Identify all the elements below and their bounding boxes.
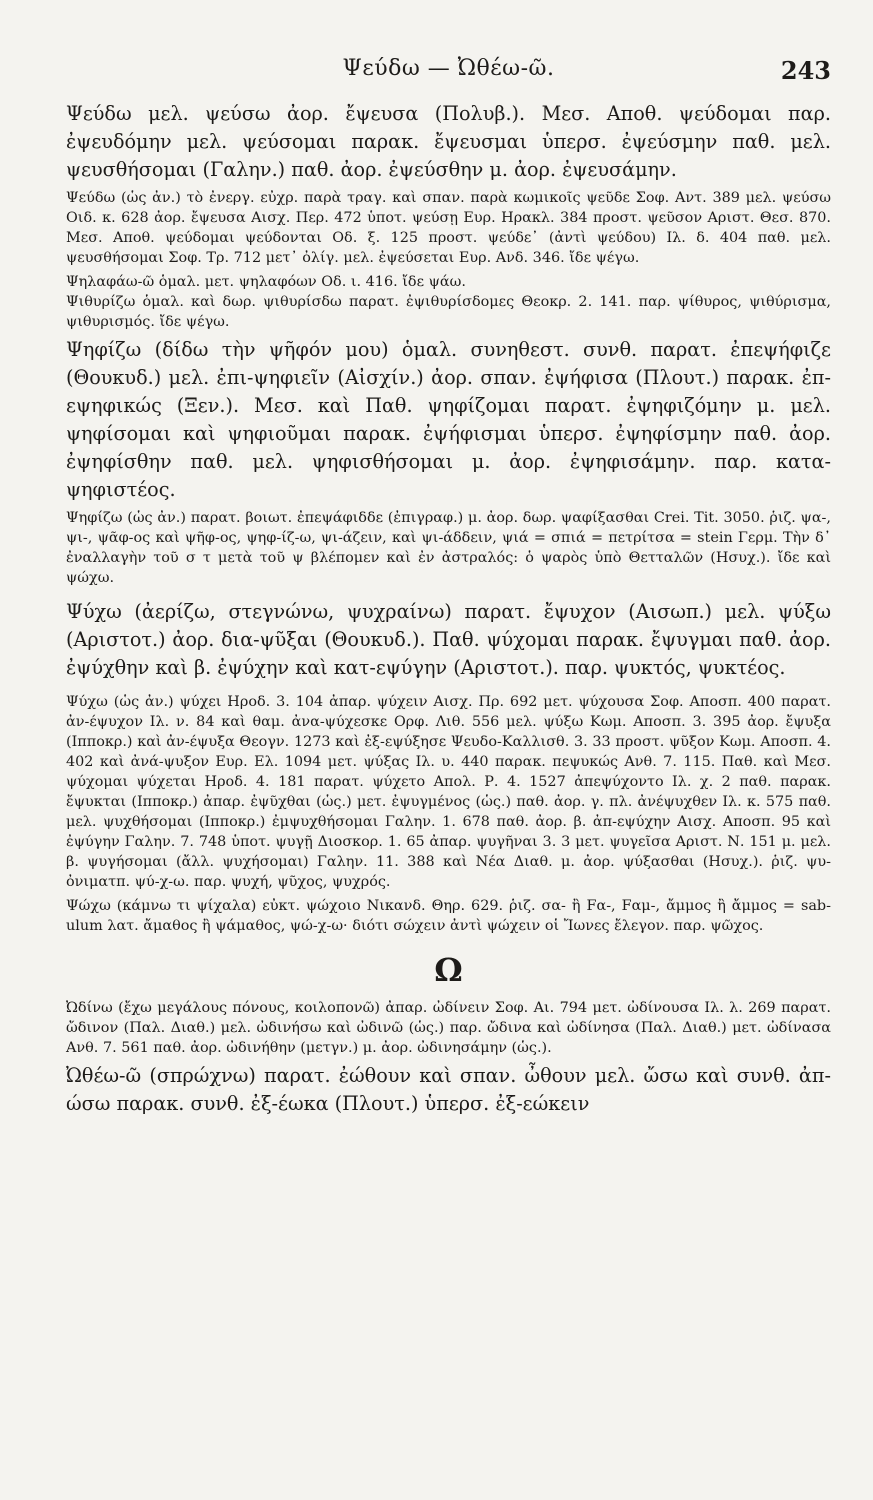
entry-psephizo-note: Ψηφίζω (ὡς ἀν.) παρατ. βοιωτ. ἐπεψάφιδδε (ἐπιγραφ.) μ. ἀορ. δωρ. ψαφίξασθαι Crei. Tit. 3050. ῥιζ. ψα-, ψι-, ψᾶφ-ος καὶ ψῆφ-ος, ψηφ-ίζ-ω, ψι-άζειν, καὶ ψι-άδδειν, ψιά = σπιά = πετρίτσα = stein Γερμ. Τὴν δ᾿ ἐναλλαγὴν τοῦ σ τ μετὰ τοῦ ψ βλέπομεν καὶ ἐν ἀστραλός: ὁ ψαρὸς ὑπὸ Θετταλῶν (Ησυχ.). ἴδε καὶ ψώχω. <box>66 510 831 586</box>
entry-psycho-note: Ψύχω (ὡς ἀν.) ψύχει Ηροδ. 3. 104 ἀπαρ. ψύχειν Αισχ. Πρ. 692 μετ. ψύχουσα Σοφ. Αποσπ. 400 παρατ. ἀν-έψυχον Ιλ. ν. 84 καὶ θαμ. ἀνα-ψύχεσκε Ορφ. Λιθ. 556 μελ. ψύξω Κωμ. Αποσπ. 3. 395 ἀορ. ἔψυξα (Ιπποκρ.) καὶ ἀν-έψυξα Θεογν. 1273 καὶ ἐξ-εψύξησε Ψευδο-Καλλισθ. 3. 33 προστ. ψῦξον Κωμ. Αποσπ. 4. 402 καὶ ἀνά-ψυξον Ευρ. Ελ. 1094 μετ. ψύξας Ιλ. υ. 440 παρακ. πεψυκώς Ανθ. 7. 115. Παθ. καὶ Μεσ. ψύχομαι ψύχεται Ηροδ. 4. 181 παρατ. ψύχετο Απολ. Ρ. 4. 1527 ἀπεψύχοντο Ιλ. χ. 2 παθ. παρακ. ἔψυκται (Ιπποκρ.) ἀπαρ. ἐψῦχθαι (ὡς.) μετ. ἐψυγμένος (ὡς.) παθ. ἀορ. γ. πλ. ἀνέψυχθεν Ιλ. κ. 575 παθ. μελ. ψυχθήσομαι (Ιπποκρ.) ἐμψυχθήσομαι Γαλην. 1. 678 παθ. ἀορ. β. ἀπ-εψύχην Αισχ. Αποσπ. 95 καὶ ἐψύγην Γαλην. 7. 748 ὑποτ. ψυγῇ Διοσκορ. 1. 65 ἀπαρ. ψυγῆναι 3. 3 μετ. ψυγεῖσα Αριστ. Ν. 151 μ. μελ. β. ψυγήσομαι (ἄλλ. ψυχήσομαι) Γαλην. 11. 388 καὶ Νέα Διαθ. μ. ἀορ. ψύξασθαι (Ησυχ.). ῥιζ. ψυ- ὀνιματπ. ψύ-χ-ω. παρ. ψυχή, ψῦχος, ψυχρός. <box>66 694 831 890</box>
entry-pselaphao-note: Ψηλαφάω-ῶ ὁμαλ. μετ. ψηλαφόων Οδ. ι. 416. ἴδε ψάω. <box>66 274 466 290</box>
entry-psephizo: Ψηφίζω (δίδω τὴν ψῆφόν μου) ὁμαλ. συνηθεστ. συνθ. παρατ. ἐπεψήφιζε (Θουκυδ.) μελ. ἐπι-ψηφιεῖν (Αἰσχίν.) ἀορ. σπαν. ἐψήφισα (Πλουτ.) παρακ. ἐπ-εψηφικώς (Ξεν.). Μεσ. καὶ Παθ. ψηφίζομαι παρατ. ἐψηφιζόμην μ. μελ. ψηφίσομαι καὶ ψηφιοῦμαι παρακ. ἐψήφισμαι ὑπερσ. ἐψηφίσμην παθ. ἀορ. ἐψηφίσθην παθ. μελ. ψηφισθήσομαι μ. ἀορ. ἐψηφισάμην. παρ. κατα-ψηφιστέος. <box>66 338 831 501</box>
page-header <box>66 0 831 100</box>
running-head: Ψεύδω — Ὠθέω-ῶ. <box>342 56 555 81</box>
entry-pseudo: Ψεύδω μελ. ψεύσω ἀορ. ἔψευσα (Πολυβ.). Μεσ. Αποθ. ψεύδομαι παρ. ἐψευδόμην μελ. ψεύσομαι παρακ. ἔψευσμαι ὑπερσ. ἐψεύσμην παθ. μελ. ψευσθήσομαι (Γαλην.) παθ. ἀορ. ἐψεύσθην μ. ἀορ. ἐψευσάμην. <box>66 102 831 181</box>
entry-psithyrizo-note: Ψιθυρίζω ὁμαλ. καὶ δωρ. ψιθυρίσδω παρατ. ἐψιθυρίσδομες Θεοκρ. 2. 141. παρ. ψίθυρος, ψιθύρισμα, ψιθυρισμός. ἴδε ψέγω. <box>66 294 831 330</box>
entry-otheo: Ὠθέω-ῶ (σπρώχνω) παρατ. ἐώθουν καὶ σπαν. ὦθουν μελ. ὤσω καὶ συνθ. ἀπ-ώσω παρακ. συνθ. ἐξ-έωκα (Πλουτ.) ὑπερσ. ἐξ-εώκειν <box>66 1064 831 1115</box>
entry-psocho-note: Ψώχω (κάμνω τι ψίχαλα) εὐκτ. ψώχοιο Νικανδ. Θηρ. 629. ῥιζ. σα- ἢ Fα-, Fαμ-, ἄμμος ἢ ἄμμος = sab-ulum λατ. ἄμαθος ἢ ψάμαθος, ψώ-χ-ω· διότι σώχειν ἀντὶ ψώχειν οἱ Ἴωνες ἔλεγον. παρ. ψῶχος. <box>66 898 831 934</box>
entry-odino-note: Ὠδίνω (ἔχω μεγάλους πόνους, κοιλοπονῶ) ἀπαρ. ὠδίνειν Σοφ. Αι. 794 μετ. ὠδίνουσα Ιλ. λ. 269 παρατ. ὤδινον (Παλ. Διαθ.) μελ. ὠδινήσω καὶ ὠδινῶ (ὡς.) παρ. ὤδινα καὶ ὠδίνησα (Παλ. Διαθ.) μετ. ὠδίνασα Ανθ. 7. 561 παθ. ἀορ. ὠδινήθην (μετγν.) μ. ἀορ. ὠδινησάμην (ὡς.). <box>66 1000 831 1056</box>
entry-psycho: Ψύχω (ἀερίζω, στεγνώνω, ψυχραίνω) παρατ. ἔψυχον (Αισωπ.) μελ. ψύξω (Αριστοτ.) ἀορ. δια-ψῦξαι (Θουκυδ.). Παθ. ψύχομαι παρακ. ἔψυγμαι παθ. ἀορ. ἐψύχθην καὶ β. ἐψύχην καὶ κατ-εψύγην (Αριστοτ.). παρ. ψυκτός, ψυκτέος. <box>66 600 831 679</box>
page-number: 243 <box>780 56 831 85</box>
entry-pseudo-note: Ψεύδω (ὡς ἀν.) τὸ ἐνεργ. εὐχρ. παρὰ τραγ. καὶ σπαν. παρὰ κωμικοῖς ψεῦδε Σοφ. Αντ. 389 μελ. ψεύσω Οιδ. κ. 628 ἀορ. ἔψευσα Αισχ. Περ. 472 ὑποτ. ψεύσῃ Ευρ. Ηρακλ. 384 προστ. ψεῦσον Αριστ. Θεσ. 870. Μεσ. Αποθ. ψεύδομαι ψεύδονται Οδ. ξ. 125 προστ. ψεύδε᾿ (ἀντὶ ψεύδου) Ιλ. δ. 404 παθ. μελ. ψευσθήσομαι Σοφ. Τρ. 712 μετ᾿ ὀλίγ. μελ. ἐψεύσεται Ευρ. Ανδ. 346. ἴδε ψέγω. <box>66 190 831 266</box>
section-letter-omega: Ω <box>434 951 463 989</box>
